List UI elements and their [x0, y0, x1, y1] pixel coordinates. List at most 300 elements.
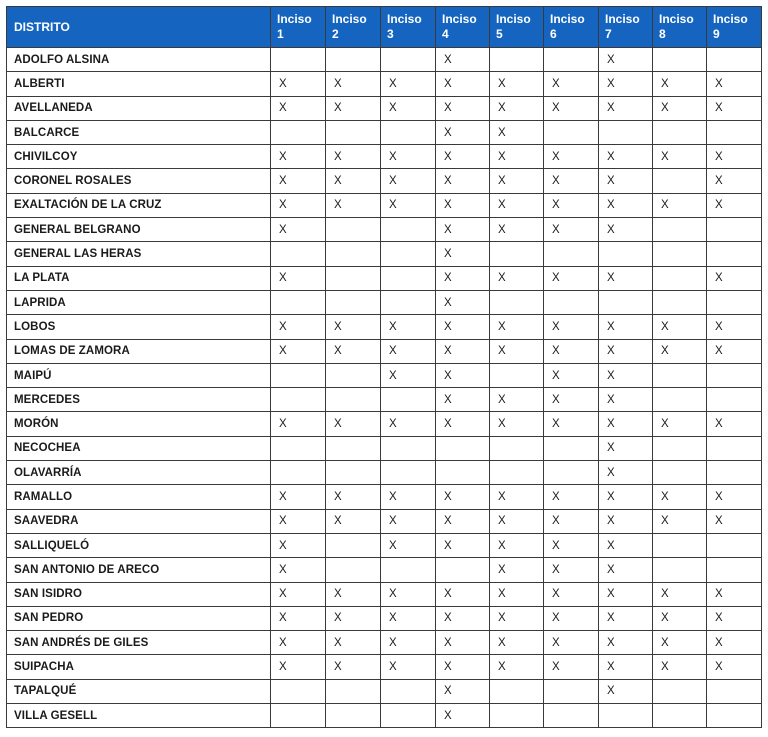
inciso-mark-cell: X: [653, 582, 707, 606]
table-body: [7, 48, 762, 728]
inciso-mark-cell: [653, 120, 707, 144]
inciso-mark-cell: [271, 461, 326, 485]
inciso-mark-cell: [490, 48, 544, 72]
inciso-mark-cell: X: [599, 461, 653, 485]
district-name: ALBERTI: [7, 72, 271, 96]
table-header-row: [7, 7, 762, 48]
table-row: [7, 704, 762, 728]
inciso-mark-cell: X: [436, 218, 490, 242]
inciso-mark-cell: X: [326, 582, 381, 606]
inciso-mark-cell: X: [271, 558, 326, 582]
header-inciso-6: [544, 7, 599, 48]
inciso-mark-cell: X: [381, 72, 436, 96]
inciso-mark-cell: X: [436, 315, 490, 339]
inciso-mark-cell: [326, 218, 381, 242]
inciso-mark-cell: [490, 290, 544, 314]
inciso-mark-cell: [381, 388, 436, 412]
inciso-mark-cell: X: [707, 315, 762, 339]
inciso-mark-cell: X: [326, 631, 381, 655]
inciso-mark-cell: [381, 242, 436, 266]
inciso-mark-cell: X: [653, 339, 707, 363]
inciso-mark-cell: [653, 436, 707, 460]
district-name: ADOLFO ALSINA: [7, 48, 271, 72]
table-row: [7, 339, 762, 363]
inciso-mark-cell: [707, 558, 762, 582]
district-name: CHIVILCOY: [7, 145, 271, 169]
inciso-mark-cell: [707, 704, 762, 728]
inciso-mark-cell: X: [436, 266, 490, 290]
inciso-mark-cell: X: [271, 485, 326, 509]
header-inciso-number: 3: [387, 27, 394, 41]
inciso-mark-cell: X: [271, 169, 326, 193]
inciso-mark-cell: X: [544, 339, 599, 363]
inciso-mark-cell: X: [436, 290, 490, 314]
inciso-mark-cell: [707, 436, 762, 460]
inciso-mark-cell: [271, 679, 326, 703]
table-row: [7, 533, 762, 557]
document-page: [6, 6, 761, 728]
table-row: [7, 169, 762, 193]
header-inciso-word: Inciso: [277, 12, 312, 26]
inciso-mark-cell: [271, 363, 326, 387]
inciso-mark-cell: X: [490, 145, 544, 169]
inciso-mark-cell: [381, 290, 436, 314]
inciso-mark-cell: X: [544, 582, 599, 606]
inciso-mark-cell: X: [544, 558, 599, 582]
inciso-mark-cell: X: [707, 96, 762, 120]
inciso-mark-cell: [490, 436, 544, 460]
inciso-mark-cell: X: [436, 96, 490, 120]
inciso-mark-cell: X: [653, 606, 707, 630]
inciso-mark-cell: [707, 48, 762, 72]
inciso-mark-cell: X: [544, 363, 599, 387]
header-inciso-word: Inciso: [659, 12, 694, 26]
inciso-mark-cell: [544, 679, 599, 703]
district-name: LOMAS DE ZAMORA: [7, 339, 271, 363]
inciso-mark-cell: X: [707, 145, 762, 169]
inciso-mark-cell: X: [271, 72, 326, 96]
inciso-mark-cell: X: [381, 363, 436, 387]
inciso-mark-cell: X: [271, 96, 326, 120]
table-row: [7, 582, 762, 606]
inciso-mark-cell: X: [653, 631, 707, 655]
inciso-mark-cell: X: [271, 412, 326, 436]
table-row: [7, 412, 762, 436]
inciso-mark-cell: [599, 704, 653, 728]
inciso-mark-cell: X: [490, 631, 544, 655]
district-name: TAPALQUÉ: [7, 679, 271, 703]
inciso-mark-cell: X: [544, 655, 599, 679]
inciso-mark-cell: [271, 242, 326, 266]
inciso-mark-cell: X: [326, 96, 381, 120]
inciso-mark-cell: [707, 242, 762, 266]
inciso-mark-cell: X: [490, 558, 544, 582]
inciso-mark-cell: X: [599, 558, 653, 582]
header-inciso-number: 1: [277, 27, 284, 41]
inciso-mark-cell: [326, 120, 381, 144]
inciso-mark-cell: [271, 388, 326, 412]
inciso-mark-cell: X: [544, 388, 599, 412]
header-inciso-5: [490, 7, 544, 48]
inciso-mark-cell: X: [436, 363, 490, 387]
inciso-mark-cell: X: [707, 193, 762, 217]
district-name: LA PLATA: [7, 266, 271, 290]
inciso-mark-cell: X: [599, 485, 653, 509]
inciso-mark-cell: X: [653, 96, 707, 120]
table-row: [7, 679, 762, 703]
inciso-mark-cell: X: [436, 533, 490, 557]
inciso-mark-cell: X: [544, 315, 599, 339]
inciso-mark-cell: [381, 48, 436, 72]
inciso-mark-cell: X: [544, 606, 599, 630]
inciso-mark-cell: X: [544, 145, 599, 169]
inciso-mark-cell: X: [381, 96, 436, 120]
table-row: [7, 631, 762, 655]
inciso-mark-cell: X: [707, 72, 762, 96]
inciso-mark-cell: [490, 363, 544, 387]
table-row: [7, 145, 762, 169]
inciso-mark-cell: X: [436, 704, 490, 728]
inciso-mark-cell: X: [653, 72, 707, 96]
inciso-mark-cell: X: [707, 339, 762, 363]
inciso-mark-cell: X: [326, 193, 381, 217]
header-inciso-3: [381, 7, 436, 48]
table-row: [7, 120, 762, 144]
inciso-mark-cell: X: [599, 509, 653, 533]
district-name: SAAVEDRA: [7, 509, 271, 533]
inciso-mark-cell: X: [381, 606, 436, 630]
inciso-mark-cell: X: [707, 582, 762, 606]
district-name: MORÓN: [7, 412, 271, 436]
district-name: SUIPACHA: [7, 655, 271, 679]
inciso-mark-cell: [326, 461, 381, 485]
inciso-mark-cell: X: [599, 145, 653, 169]
inciso-mark-cell: X: [599, 72, 653, 96]
inciso-mark-cell: [653, 218, 707, 242]
inciso-mark-cell: X: [599, 412, 653, 436]
inciso-mark-cell: [544, 704, 599, 728]
inciso-mark-cell: X: [544, 533, 599, 557]
district-name: NECOCHEA: [7, 436, 271, 460]
inciso-mark-cell: X: [271, 509, 326, 533]
inciso-mark-cell: [653, 388, 707, 412]
inciso-mark-cell: [436, 461, 490, 485]
district-name: VILLA GESELL: [7, 704, 271, 728]
inciso-mark-cell: X: [707, 655, 762, 679]
inciso-mark-cell: X: [544, 509, 599, 533]
table-row: [7, 96, 762, 120]
inciso-mark-cell: X: [436, 72, 490, 96]
inciso-mark-cell: X: [436, 655, 490, 679]
inciso-mark-cell: [326, 290, 381, 314]
inciso-mark-cell: X: [326, 145, 381, 169]
table-row: [7, 72, 762, 96]
inciso-mark-cell: X: [544, 96, 599, 120]
inciso-mark-cell: [436, 436, 490, 460]
inciso-mark-cell: X: [707, 412, 762, 436]
inciso-mark-cell: [544, 290, 599, 314]
inciso-mark-cell: X: [436, 48, 490, 72]
inciso-mark-cell: X: [436, 606, 490, 630]
inciso-mark-cell: X: [326, 72, 381, 96]
inciso-mark-cell: X: [599, 339, 653, 363]
inciso-mark-cell: X: [707, 606, 762, 630]
district-name: EXALTACIÓN DE LA CRUZ: [7, 193, 271, 217]
inciso-mark-cell: [326, 48, 381, 72]
table-row: [7, 606, 762, 630]
inciso-mark-cell: X: [490, 339, 544, 363]
inciso-mark-cell: X: [271, 266, 326, 290]
inciso-mark-cell: X: [599, 96, 653, 120]
inciso-mark-cell: X: [490, 169, 544, 193]
inciso-mark-cell: X: [707, 485, 762, 509]
table-row: [7, 436, 762, 460]
inciso-mark-cell: [381, 218, 436, 242]
district-name: GENERAL BELGRANO: [7, 218, 271, 242]
inciso-mark-cell: X: [490, 509, 544, 533]
inciso-mark-cell: [653, 461, 707, 485]
inciso-mark-cell: [326, 388, 381, 412]
inciso-mark-cell: X: [326, 655, 381, 679]
inciso-mark-cell: [326, 436, 381, 460]
inciso-mark-cell: X: [490, 266, 544, 290]
inciso-mark-cell: [326, 363, 381, 387]
header-inciso-word: Inciso: [605, 12, 640, 26]
inciso-mark-cell: [599, 120, 653, 144]
header-inciso-2: [326, 7, 381, 48]
inciso-mark-cell: X: [490, 655, 544, 679]
inciso-mark-cell: X: [381, 509, 436, 533]
inciso-mark-cell: X: [436, 582, 490, 606]
inciso-mark-cell: [326, 242, 381, 266]
table-row: [7, 363, 762, 387]
inciso-mark-cell: [544, 48, 599, 72]
inciso-mark-cell: [381, 120, 436, 144]
district-name: LOBOS: [7, 315, 271, 339]
inciso-mark-cell: [707, 679, 762, 703]
inciso-mark-cell: [707, 290, 762, 314]
inciso-mark-cell: [381, 461, 436, 485]
inciso-mark-cell: X: [436, 388, 490, 412]
district-name: GENERAL LAS HERAS: [7, 242, 271, 266]
header-inciso-number: 7: [605, 27, 612, 41]
district-name: AVELLANEDA: [7, 96, 271, 120]
inciso-mark-cell: [599, 290, 653, 314]
header-inciso-word: Inciso: [387, 12, 422, 26]
district-inciso-table: [6, 6, 762, 728]
inciso-mark-cell: [653, 704, 707, 728]
inciso-mark-cell: [544, 461, 599, 485]
district-name: SAN PEDRO: [7, 606, 271, 630]
inciso-mark-cell: [653, 558, 707, 582]
inciso-mark-cell: X: [381, 533, 436, 557]
inciso-mark-cell: X: [544, 266, 599, 290]
district-name: SAN ANTONIO DE ARECO: [7, 558, 271, 582]
inciso-mark-cell: [326, 533, 381, 557]
inciso-mark-cell: X: [490, 120, 544, 144]
inciso-mark-cell: X: [599, 655, 653, 679]
inciso-mark-cell: X: [544, 193, 599, 217]
inciso-mark-cell: X: [326, 509, 381, 533]
inciso-mark-cell: X: [707, 169, 762, 193]
inciso-mark-cell: [653, 290, 707, 314]
inciso-mark-cell: [381, 679, 436, 703]
inciso-mark-cell: X: [436, 169, 490, 193]
header-inciso-1: [271, 7, 326, 48]
inciso-mark-cell: [381, 558, 436, 582]
inciso-mark-cell: [490, 242, 544, 266]
header-inciso-word: Inciso: [332, 12, 367, 26]
inciso-mark-cell: [271, 290, 326, 314]
inciso-mark-cell: [436, 558, 490, 582]
inciso-mark-cell: [707, 120, 762, 144]
table-row: [7, 218, 762, 242]
header-inciso-number: 6: [550, 27, 557, 41]
inciso-mark-cell: [707, 461, 762, 485]
header-district: DISTRITO: [7, 7, 271, 48]
district-name: BALCARCE: [7, 120, 271, 144]
inciso-mark-cell: X: [490, 96, 544, 120]
inciso-mark-cell: [326, 266, 381, 290]
district-name: SALLIQUELÓ: [7, 533, 271, 557]
header-inciso-number: 4: [442, 27, 449, 41]
inciso-mark-cell: X: [271, 315, 326, 339]
inciso-mark-cell: [707, 218, 762, 242]
inciso-mark-cell: X: [381, 193, 436, 217]
inciso-mark-cell: X: [544, 218, 599, 242]
inciso-mark-cell: X: [271, 631, 326, 655]
inciso-mark-cell: [381, 436, 436, 460]
district-name: RAMALLO: [7, 485, 271, 509]
inciso-mark-cell: X: [599, 436, 653, 460]
inciso-mark-cell: X: [326, 315, 381, 339]
table-row: [7, 655, 762, 679]
inciso-mark-cell: [271, 48, 326, 72]
table-row: [7, 193, 762, 217]
inciso-mark-cell: [326, 679, 381, 703]
inciso-mark-cell: X: [599, 193, 653, 217]
inciso-mark-cell: [707, 388, 762, 412]
inciso-mark-cell: X: [271, 339, 326, 363]
inciso-mark-cell: X: [381, 485, 436, 509]
inciso-mark-cell: [653, 679, 707, 703]
inciso-mark-cell: X: [381, 582, 436, 606]
table-row: [7, 48, 762, 72]
inciso-mark-cell: X: [544, 412, 599, 436]
inciso-mark-cell: X: [490, 388, 544, 412]
inciso-mark-cell: X: [544, 485, 599, 509]
header-inciso-number: 8: [659, 27, 666, 41]
inciso-mark-cell: [381, 266, 436, 290]
district-name: MAIPÚ: [7, 363, 271, 387]
inciso-mark-cell: X: [490, 218, 544, 242]
header-inciso-9: [707, 7, 762, 48]
header-inciso-8: [653, 7, 707, 48]
district-name: SAN ANDRÉS DE GILES: [7, 631, 271, 655]
table-row: [7, 558, 762, 582]
inciso-mark-cell: X: [653, 193, 707, 217]
district-name: OLAVARRÍA: [7, 461, 271, 485]
table-row: [7, 266, 762, 290]
inciso-mark-cell: X: [653, 485, 707, 509]
inciso-mark-cell: X: [599, 582, 653, 606]
inciso-mark-cell: X: [490, 315, 544, 339]
header-inciso-number: 9: [713, 27, 720, 41]
table-row: [7, 509, 762, 533]
inciso-mark-cell: [490, 679, 544, 703]
inciso-mark-cell: X: [599, 169, 653, 193]
district-name: CORONEL ROSALES: [7, 169, 271, 193]
inciso-mark-cell: X: [436, 509, 490, 533]
inciso-mark-cell: X: [599, 363, 653, 387]
inciso-mark-cell: X: [653, 315, 707, 339]
table-row: [7, 315, 762, 339]
header-inciso-word: Inciso: [550, 12, 585, 26]
inciso-mark-cell: X: [707, 266, 762, 290]
inciso-mark-cell: X: [436, 679, 490, 703]
inciso-mark-cell: X: [271, 193, 326, 217]
inciso-mark-cell: [707, 363, 762, 387]
inciso-mark-cell: X: [381, 315, 436, 339]
inciso-mark-cell: [653, 169, 707, 193]
inciso-mark-cell: X: [599, 606, 653, 630]
inciso-mark-cell: X: [326, 485, 381, 509]
header-inciso-number: 5: [496, 27, 503, 41]
inciso-mark-cell: X: [381, 412, 436, 436]
inciso-mark-cell: [599, 242, 653, 266]
inciso-mark-cell: X: [436, 485, 490, 509]
inciso-mark-cell: X: [436, 412, 490, 436]
inciso-mark-cell: [544, 242, 599, 266]
inciso-mark-cell: X: [381, 169, 436, 193]
inciso-mark-cell: X: [436, 120, 490, 144]
inciso-mark-cell: [653, 363, 707, 387]
header-inciso-word: Inciso: [496, 12, 531, 26]
inciso-mark-cell: [381, 704, 436, 728]
inciso-mark-cell: X: [653, 412, 707, 436]
inciso-mark-cell: X: [490, 606, 544, 630]
table-row: [7, 290, 762, 314]
inciso-mark-cell: X: [490, 193, 544, 217]
inciso-mark-cell: X: [436, 242, 490, 266]
inciso-mark-cell: X: [599, 631, 653, 655]
inciso-mark-cell: [271, 436, 326, 460]
inciso-mark-cell: X: [436, 145, 490, 169]
inciso-mark-cell: [653, 533, 707, 557]
inciso-mark-cell: X: [271, 655, 326, 679]
inciso-mark-cell: X: [599, 533, 653, 557]
district-name: MERCEDES: [7, 388, 271, 412]
inciso-mark-cell: X: [271, 533, 326, 557]
inciso-mark-cell: X: [436, 339, 490, 363]
header-inciso-word: Inciso: [713, 12, 748, 26]
inciso-mark-cell: X: [326, 169, 381, 193]
inciso-mark-cell: X: [490, 533, 544, 557]
inciso-mark-cell: X: [381, 631, 436, 655]
inciso-mark-cell: X: [544, 72, 599, 96]
header-inciso-4: [436, 7, 490, 48]
inciso-mark-cell: X: [271, 218, 326, 242]
inciso-mark-cell: [653, 266, 707, 290]
inciso-mark-cell: X: [707, 631, 762, 655]
inciso-mark-cell: X: [271, 582, 326, 606]
inciso-mark-cell: [326, 558, 381, 582]
inciso-mark-cell: X: [544, 631, 599, 655]
inciso-mark-cell: X: [490, 72, 544, 96]
inciso-mark-cell: [707, 533, 762, 557]
inciso-mark-cell: X: [436, 631, 490, 655]
inciso-mark-cell: [653, 48, 707, 72]
